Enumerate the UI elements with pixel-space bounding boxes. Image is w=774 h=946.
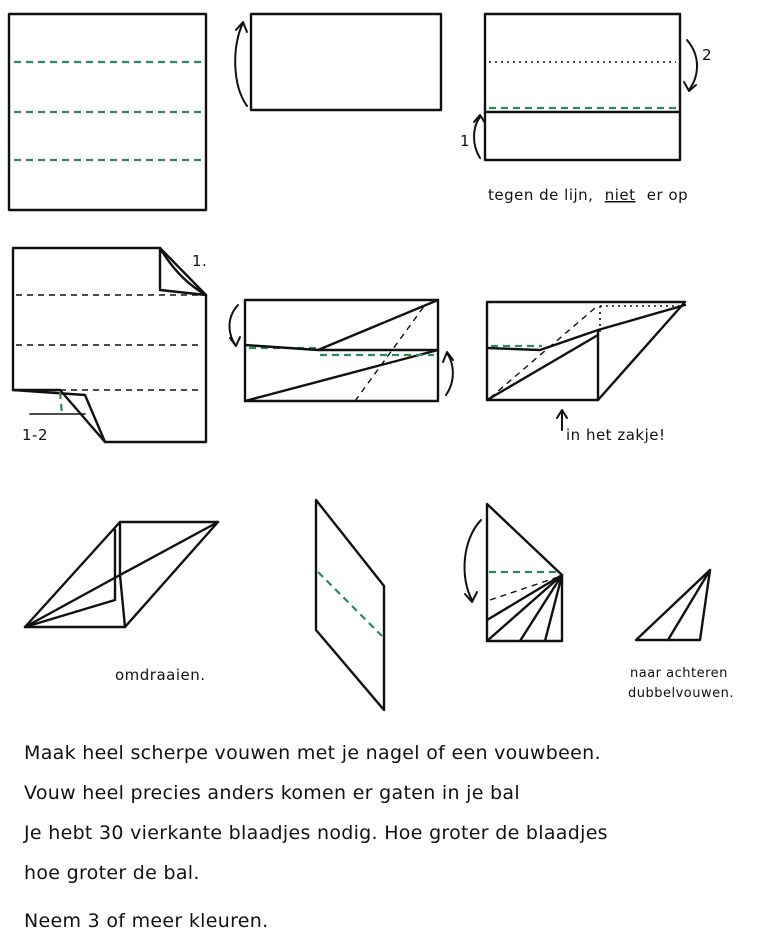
- note-line-3: Je hebt 30 vierkante blaadjes nodig. Hoe groter de blaadjes: [24, 822, 608, 844]
- step-3-number-1: 1: [460, 132, 471, 150]
- step-10-final: [636, 570, 710, 640]
- step-3-caption-a: tegen de lijn,: [488, 186, 594, 204]
- step-7-parallelogram: [25, 522, 218, 627]
- fold-arrow-1-icon: [474, 117, 480, 158]
- step-8-rhombus: [316, 500, 384, 710]
- step-1-square: [9, 14, 206, 210]
- fold-arrow-icon: [235, 23, 247, 106]
- step-6-caption: in het zakje!: [566, 426, 666, 444]
- step-3-caption-b: niet: [604, 186, 636, 204]
- step-3-folds: [474, 14, 697, 160]
- note-line-4: hoe groter de bal.: [24, 862, 200, 884]
- step-3-caption: [488, 186, 688, 204]
- fold-arrow-2-icon: [687, 40, 697, 90]
- step-3-number-2: 2: [702, 46, 713, 64]
- note-line-1: Maak heel scherpe vouwen met je nagel of een vouwbeen.: [24, 742, 601, 764]
- step-4-number-1: 1.: [192, 252, 208, 270]
- instruction-notes: [0, 712, 774, 946]
- step-7-caption: omdraaien.: [115, 666, 206, 684]
- step-9-triangle: [465, 504, 562, 641]
- step-10-caption-2: dubbelvouwen.: [628, 686, 734, 701]
- step-3-caption-c: er op: [646, 186, 689, 204]
- step-4-number-1-2: 1-2: [22, 426, 48, 444]
- step-10-caption-1: naar achteren: [630, 666, 728, 681]
- note-line-2: Vouw heel precies anders komen er gaten in je bal: [24, 782, 520, 804]
- step-5-diagonals: [230, 300, 454, 401]
- step-2-rectangle: [235, 14, 441, 110]
- fold-back-arrow-icon: [465, 520, 481, 600]
- step-6-tuck: [487, 302, 685, 430]
- step-4-corners: [13, 248, 206, 442]
- note-line-5: Neem 3 of meer kleuren.: [24, 910, 269, 932]
